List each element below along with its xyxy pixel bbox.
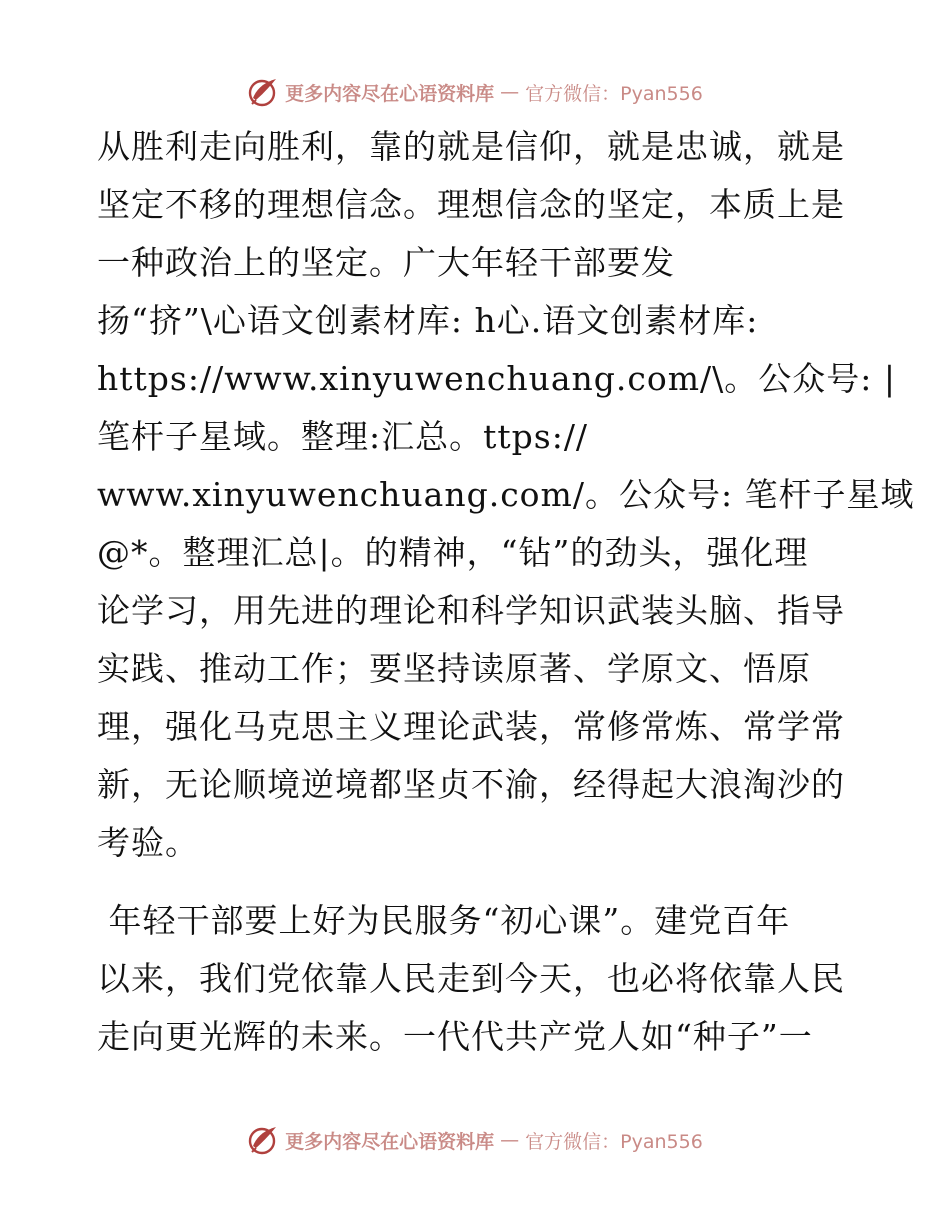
text-line: 扬“挤”\心语文创素材库: h心.语文创素材库:: [97, 301, 759, 340]
footer-watermark: [0, 1120, 950, 1160]
document-body: [97, 118, 915, 1066]
text-line: 从胜利走向胜利，靠的就是信仰，就是忠诚，就是: [97, 127, 845, 166]
header-watermark: [0, 72, 950, 112]
text-line: 理，强化马克思主义理论武装，常修常炼、常学常: [97, 707, 845, 746]
quill-logo-icon: [247, 76, 279, 108]
header-site-text: 更多内容尽在心语资料库: [285, 82, 495, 105]
text-line: 考验。: [97, 823, 199, 862]
text-line: @*。整理汇总|。的精神，“钻”的劲头，强化理: [97, 533, 809, 572]
paragraph-1: [97, 118, 915, 872]
text-line: 以来，我们党依靠人民走到今天，也必将依靠人民: [97, 959, 845, 998]
header-wechat-text: 官方微信：Pyan556: [525, 82, 703, 105]
text-line: 年轻干部要上好为民服务“初心课”。建党百年: [97, 901, 791, 940]
text-line: https://www.xinyuwenchuang.com/\。公众号: |: [97, 359, 896, 398]
text-line: 实践、推动工作；要坚持读原著、学原文、悟原: [97, 649, 811, 688]
text-line: 论学习，用先进的理论和科学知识武装头脑、指导: [97, 591, 845, 630]
quill-logo-icon: [247, 1124, 279, 1156]
footer-wechat-text: 官方微信：Pyan556: [525, 1130, 703, 1153]
text-line: 走向更光辉的未来。一代代共产党人如“种子”一: [97, 1017, 813, 1056]
paragraph-spacer: [97, 872, 857, 892]
footer-separator: —: [500, 1129, 520, 1151]
paragraph-2: [97, 892, 857, 1066]
header-separator: —: [500, 81, 520, 103]
text-line: 笔杆子星域。整理:汇总。ttps://: [97, 417, 589, 456]
text-line: 新，无论顺境逆境都坚贞不渝，经得起大浪淘沙的: [97, 765, 845, 804]
text-line: 坚定不移的理想信念。理想信念的坚定，本质上是: [97, 185, 845, 224]
text-line: www.xinyuwenchuang.com/。公众号: 笔杆子星域: [97, 475, 915, 514]
text-line: 一种政治上的坚定。广大年轻干部要发: [97, 243, 675, 282]
footer-site-text: 更多内容尽在心语资料库: [285, 1130, 495, 1153]
